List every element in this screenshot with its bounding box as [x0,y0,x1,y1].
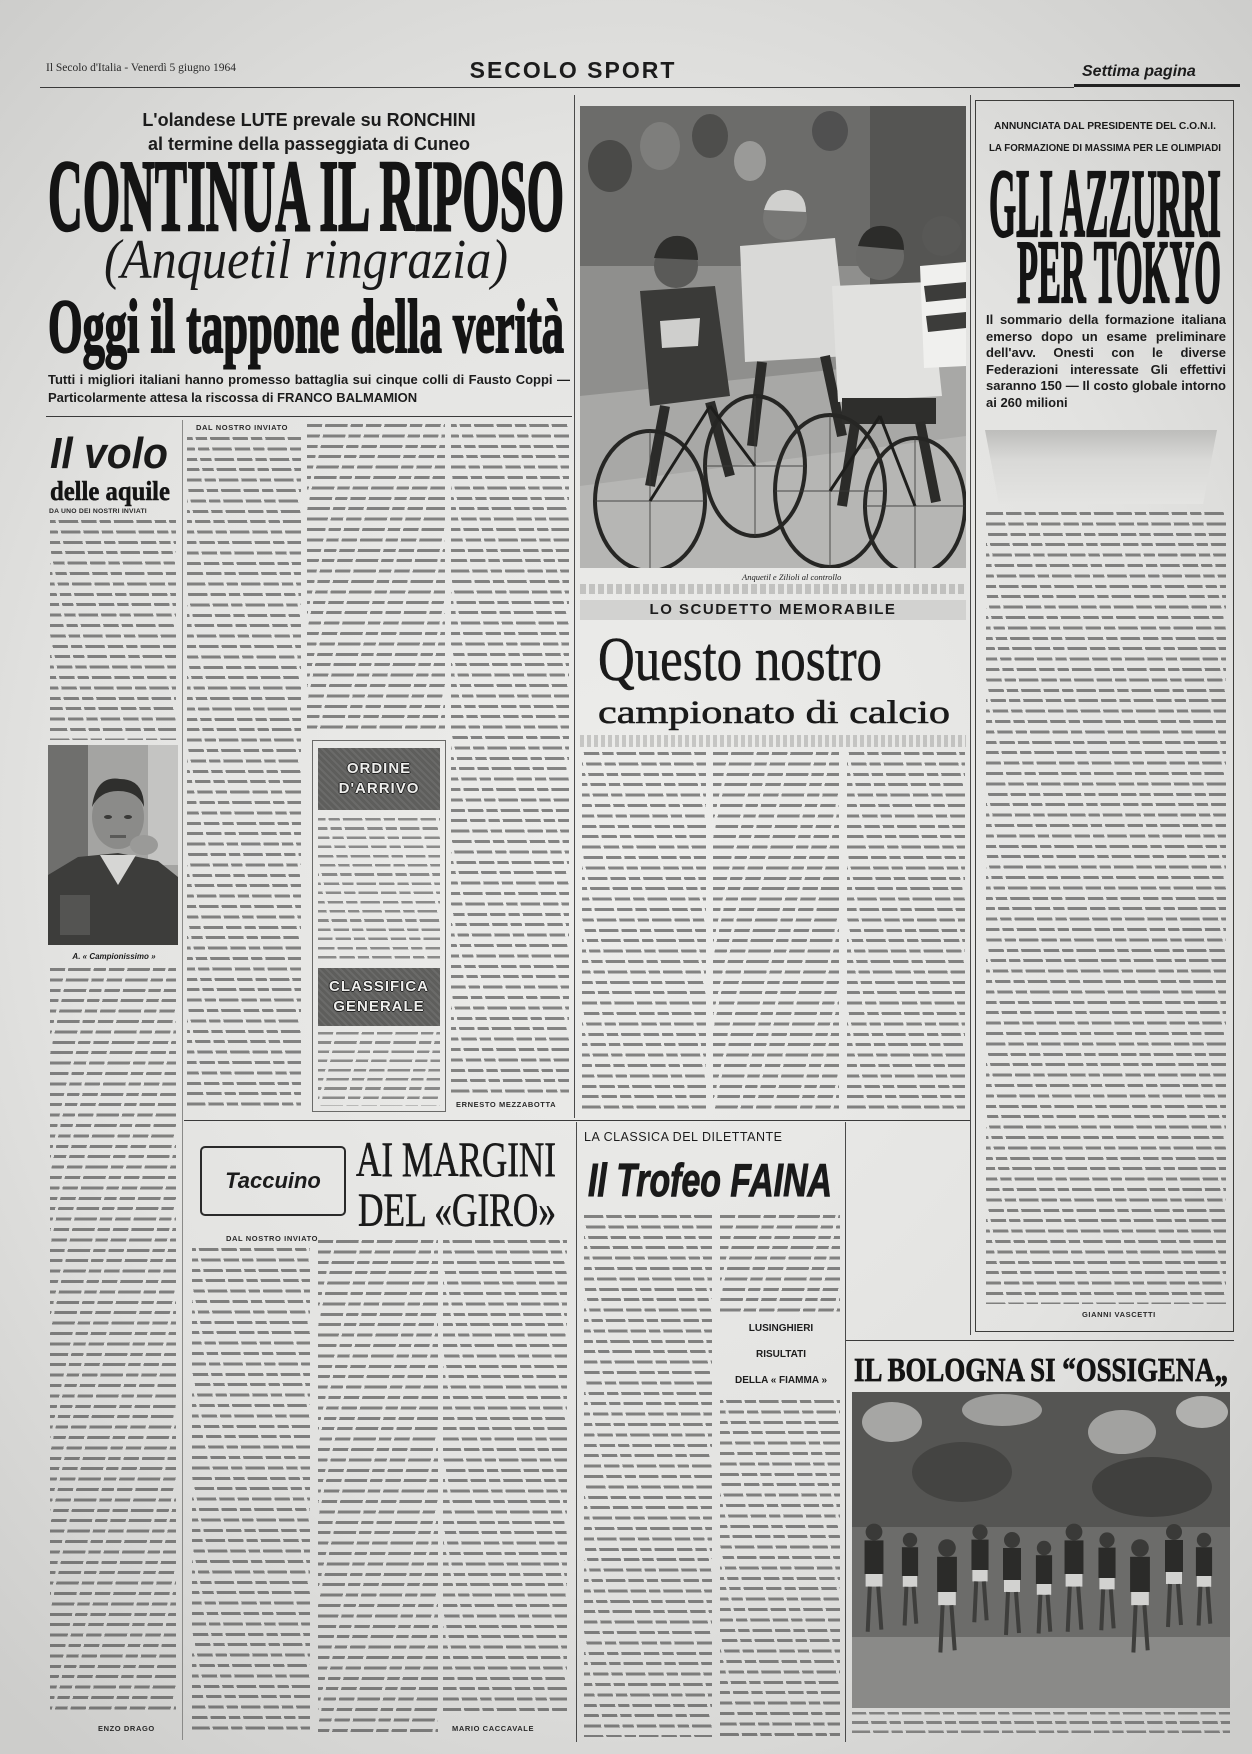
sidebar-title-2-text: delle aquile [50,476,171,506]
player-figure-part [905,1587,907,1626]
player-figure-part [865,1540,884,1574]
player-figure-part [1066,1524,1083,1541]
lead-byline: DAL NOSTRO INVIATO [196,423,289,432]
player-figure-part [1006,1592,1008,1635]
sidebar-body-text [50,520,176,740]
arrival-order-heading [318,748,440,810]
player-figure-part [1048,1595,1051,1632]
giro-title-2-text: DEL «GIRO» [358,1184,556,1234]
player-figure-part [937,1557,957,1592]
lead-headline [46,150,570,240]
player-figure-part [1037,1584,1051,1595]
faina-subhead [720,1316,842,1394]
player-figure-part [1131,1592,1149,1605]
football-title-1-text: Questo nostro [598,626,882,692]
football-body-column-1 [582,752,706,1110]
faina-subhead-line-2: RISULTATI [756,1349,806,1360]
olympics-deck: Il sommario della formazione italiana emerso dopo un esame preliminare dell'avv. Onesti con le diverse Federazioni interessate Gli effettivi saranno 150 — Il costo globale intorno ai 260 milioni [986,312,1226,410]
faina-body-column-2 [720,1215,840,1313]
player-figure-part [1003,1548,1021,1580]
arrival-order-text [318,818,440,962]
sidebar-title-2 [48,474,180,508]
olympics-title-1 [979,162,1231,244]
player-figure-part [1068,1587,1070,1632]
cycling-photo [580,106,966,568]
masthead-rule [40,87,1074,88]
player-figure-part [1133,1605,1135,1652]
column-rule [182,420,183,1740]
lead-headline-2 [46,290,570,372]
player-figure-part [1197,1533,1211,1547]
page-label-underline [1074,84,1240,87]
player-figure-part [972,1524,987,1539]
olympics-kicker [979,114,1231,160]
sidebar-portrait-photo [48,745,178,945]
player-figure-part [1004,1580,1020,1592]
lead-subheadline-text: (Anquetil ringrazia) [104,229,508,291]
player-figure-part [972,1570,987,1581]
column-rule-2 [576,1122,577,1742]
player-figure-part [974,1581,976,1622]
faina-body-column-3 [720,1400,840,1737]
player-figure-part [1066,1574,1083,1587]
general-standings-heading [318,968,440,1026]
giro-title-1 [350,1128,568,1184]
olympics-title-2 [979,238,1231,310]
sidebar-byline: DA UNO DEI NOSTRI INVIATI [49,508,147,515]
section-title: SECOLO SPORT [469,57,677,83]
sidebar-photo-caption: A. « Campionissimo » [72,952,156,961]
player-figure-part [938,1539,956,1557]
sidebar-title-1-text: Il volo [50,429,168,476]
lead-body-column-3 [451,424,569,1096]
player-figure-part [1037,1541,1051,1555]
player-figure-part [1168,1584,1170,1627]
notebook-label: Taccuino [200,1146,346,1216]
olympics-title-1-text: GLI AZZURRI [989,162,1221,244]
faina-title [582,1148,842,1208]
football-title-2-text: campionato di calcio [598,695,950,731]
faina-body-column-1 [584,1215,712,1737]
football-title-1 [580,622,966,692]
lead-rule [46,416,572,417]
sidebar-title-1 [48,426,180,476]
player-figure-part [914,1587,917,1624]
lead-deck: Tutti i migliori italiani hanno promesso battaglia sui cinque colli di Fausto Coppi — Particolarmente attesa la riscossa di FRANCO BALMAMION [48,372,570,405]
olympics-image [985,430,1217,504]
olympics-title-2-text: PER TOKYO [1017,238,1221,310]
lead-kicker-line-1: L'olandese LUTE prevale su RONCHINI [142,110,476,130]
giro-byline: DAL NOSTRO INVIATO [226,1234,319,1243]
lead-headline-text: CONTINUA IL RIPOSO [48,150,564,240]
player-figure-part [1208,1587,1211,1624]
player-figure-part [1197,1576,1211,1587]
giro-body-column-2 [318,1240,438,1736]
bologna-rule [846,1340,1234,1341]
player-figure-part [1111,1589,1114,1628]
sidebar-body-text-2 [50,968,176,1716]
player-figure-part [1036,1555,1052,1584]
lead-body-column-1 [187,437,301,1109]
lead-kicker-line-2: al termine della passeggiata di Cuneo [147,134,471,154]
lead-author: ERNESTO MEZZABOTTA [456,1100,557,1109]
general-standings-line-2: GENERALE [333,998,425,1015]
player-figure-part [1065,1540,1084,1574]
player-figure-part [1101,1589,1103,1630]
football-body-column-3 [847,752,965,1110]
player-figure-part [1131,1539,1149,1557]
lead-headline-2-text: Oggi il tappone della verità [48,290,564,369]
giro-author: MARIO CACCAVALE [452,1724,535,1733]
faina-kicker: LA CLASSICA DEL DILETTANTE [584,1130,783,1144]
player-figure-part [1098,1548,1115,1578]
player-figure-part [1004,1532,1020,1548]
player-figure-part [940,1605,942,1652]
sidebar-author: ENZO DRAGO [98,1724,155,1733]
player-figure-part [1099,1578,1114,1589]
player-figure-part [1130,1557,1150,1592]
player-figure-part [903,1576,917,1587]
player-figure-part [1166,1572,1182,1584]
player-figure-part [902,1547,918,1576]
faina-title-text: Il Trofeo FAINA [588,1154,832,1206]
player-figure-part [1039,1595,1041,1634]
section-rule [574,95,575,1118]
box-rule-outer [970,95,971,1335]
olympics-author: GIANNI VASCETTI [1082,1310,1156,1319]
general-standings-line-1: CLASSIFICA [329,978,429,995]
dateline: Il Secolo d'Italia - Venerdì 5 giugno 1964 [46,62,236,74]
olympics-body-text [986,512,1226,1304]
player-figure-part [1196,1547,1212,1576]
column-rule-3 [845,1122,846,1742]
football-title-2 [580,690,966,734]
arrival-order-line-1: ORDINE [346,760,412,777]
player-figure-part [1199,1587,1201,1626]
bologna-title [850,1348,1234,1390]
lead-subheadline [100,228,520,294]
olympics-kicker-line-1: ANNUNCIATA DAL PRESIDENTE DEL C.O.N.I. [994,121,1217,132]
football-kicker: LO SCUDETTO MEMORABILE [580,600,966,620]
player-figure-part [866,1524,883,1541]
player-figure-part [1165,1540,1183,1572]
bologna-title-text: IL BOLOGNA SI “OSSIGENA„ [854,1352,1228,1389]
cycling-photo-caption: Anquetil e Zilioli al controllo [742,572,842,582]
print-artifact-band [580,584,966,594]
player-figure-part [984,1581,987,1620]
bologna-photo-caption [852,1712,1230,1738]
general-standings-text [318,1032,440,1106]
giro-body-column-1 [192,1248,310,1736]
player-figure-part [903,1533,917,1547]
giro-title-1-text: AI MARGINI [356,1131,556,1184]
player-figure-part [1099,1532,1114,1547]
olympics-kicker-line-2: LA FORMAZIONE DI MASSIMA PER LE OLIMPIADI [989,143,1222,154]
player-figure-part [1166,1524,1182,1540]
lead-body-column-2 [307,424,445,734]
giro-body-column-3 [443,1240,567,1716]
player-figure-part [868,1587,870,1632]
page-label: Settima pagina [1082,63,1196,80]
print-artifact-band-2 [580,735,966,747]
bologna-training-photo [852,1392,1230,1708]
arrival-order-line-2: D'ARRIVO [338,780,420,797]
player-figure-part [866,1574,883,1587]
player-figure-part [971,1540,988,1570]
football-body-column-2 [713,752,839,1110]
giro-title-2 [350,1180,568,1234]
faina-subhead-line-1: LUSINGHIERI [748,1323,814,1334]
player-figure-part [938,1592,956,1605]
bottom-section-rule [184,1120,970,1121]
faina-subhead-line-3: DELLA « FIAMMA » [734,1375,828,1386]
